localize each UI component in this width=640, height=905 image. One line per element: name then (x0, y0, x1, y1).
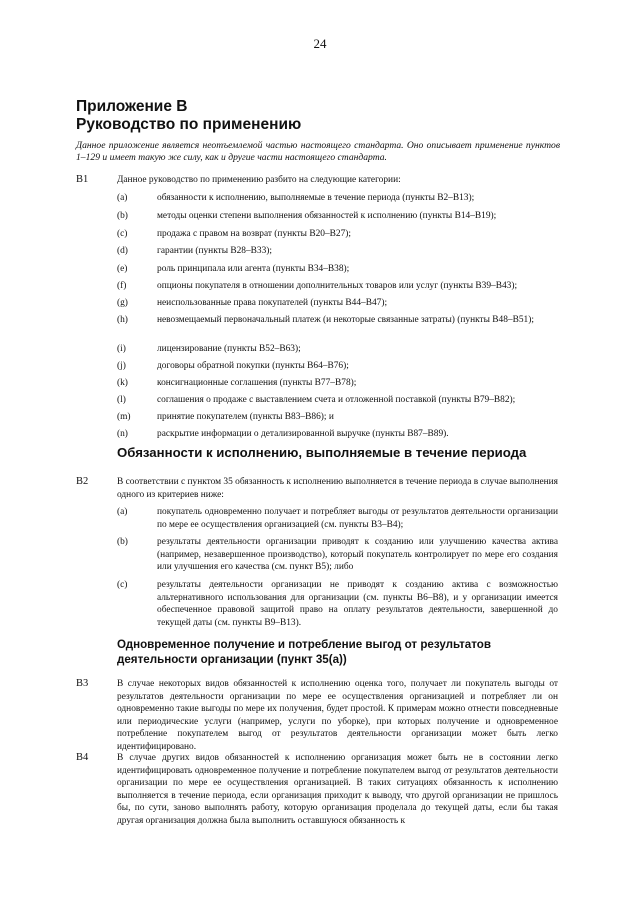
list-item-label: (c) (117, 580, 128, 590)
list-item-label: (k) (117, 378, 128, 388)
list-item-label: (f) (117, 281, 127, 291)
list-item-label: (d) (117, 246, 128, 256)
list-item-text: консигнационные соглашения (пункты B77–B78); (157, 378, 357, 388)
list-item-text: методы оценки степени выполнения обязанностей к исполнению (пункты B14–B19); (157, 211, 497, 221)
list-item-label: (l) (117, 395, 126, 405)
list-item-text: обязанности к исполнению, выполняемые в течение периода (пункты B2–B13); (157, 193, 475, 203)
list-item-label: (c) (117, 229, 128, 239)
list-item-text: соглашения о продаже с выставлением счета и отложенной поставкой (пункты B79–B82); (157, 395, 516, 405)
list-item-label: (a) (117, 507, 128, 517)
paragraph-number-b2: B2 (76, 476, 89, 487)
list-item-label: (j) (117, 361, 126, 371)
paragraph-number-b4: B4 (76, 752, 89, 763)
list-item-label: (i) (117, 344, 126, 354)
appendix-intro: Данное приложение является неотъемлемой частью настоящего стандарта. Оно описывает применение пунктов 1–129 и имеет такую же силу, как и другие части настоящего стандарта. (76, 140, 560, 163)
list-item-text: раскрытие информации о детализированной выручке (пункты B87–B89). (157, 429, 449, 439)
list-item-text: результаты деятельности организации не приводят к созданию актива с возможностью альтернативного использования для организации (см. пункты B6–B8), и у организации имеется обеспеченное правовой защитой право на оплату результатов деятельности, завершенной до текущей даты (см. пункты B9–B13). (157, 580, 558, 628)
list-item-text: гарантии (пункты B28–B33); (157, 246, 273, 256)
appendix-title-line1: Приложение В (76, 98, 188, 115)
list-item-text: принятие покупателем (пункты B83–B86); и (157, 412, 334, 422)
list-item-label: (n) (117, 429, 128, 439)
list-item-label: (b) (117, 537, 128, 547)
paragraph-b1-text: Данное руководство по применению разбито на следующие категории: (117, 175, 401, 185)
list-item-text: продажа с правом на возврат (пункты B20–B27); (157, 229, 351, 239)
section-heading: Обязанности к исполнению, выполняемые в течение периода (117, 445, 527, 460)
list-item-label: (e) (117, 264, 128, 274)
list-item-text: лицензирование (пункты B52–B63); (157, 344, 301, 354)
paragraph-number-b1: B1 (76, 174, 89, 185)
list-item-text: договоры обратной покупки (пункты B64–B76); (157, 361, 349, 371)
list-item-text: неиспользованные права покупателей (пункты B44–B47); (157, 298, 388, 308)
list-item-text: опционы покупателя в отношении дополнительных товаров или услуг (пункты B39–B43); (157, 281, 518, 291)
paragraph-b2-text: В соответствии с пунктом 35 обязанность к исполнению выполняется в течение периода в случае выполнения одного из критериев ниже: (117, 477, 558, 500)
list-item-text: невозмещаемый первоначальный платеж (и некоторые связанные затраты) (пункты B48–B51); (157, 315, 534, 325)
appendix-title (76, 98, 301, 134)
paragraph-number-b3: B3 (76, 678, 89, 689)
list-item-text: результаты деятельности организации приводят к созданию или улучшению качества актива (например, незавершенное производство), который покупатель контролирует по мере его создания или улучшения его качества (см. пункт B5); либо (157, 537, 558, 573)
paragraph-b4-text: В случае других видов обязанностей к исполнению организация может быть не в состоянии легко идентифицировать одновременное получение и потребление покупателем выгод от результатов деятельности организации по мере ее осуществления организацией. В таких ситуациях обязанность к исполнению выполняется в течение периода, если организация приходит к выводу, что другой организации не пришлось бы, по сути, заново выполнять работу, которую организация проделала до текущей даты, если бы такая другая организация должна была выполнить оставшуюся обязанность к (117, 753, 558, 826)
list-item-label: (g) (117, 298, 128, 308)
list-item-text: роль принципала или агента (пункты B34–B38); (157, 264, 350, 274)
list-item-label: (a) (117, 193, 128, 203)
list-item-text: покупатель одновременно получает и потребляет выгоды от результатов деятельности организации по мере ее осуществления организацией (см. пункты B3–B4); (157, 507, 558, 530)
paragraph-b3-text: В случае некоторых видов обязанностей к исполнению оценка того, получает ли покупатель выгоды от результатов деятельности организации по мере ее осуществления организацией и потребляет ли он одновременно такие выгоды по мере их получения, будет простой. К примерам можно отнести повседневные или периодические услуги (например, услуги по уборке), при которых получение и одновременное потребление покупателем выгод от результатов деятельности организации может быть легко идентифицировано. (117, 679, 558, 752)
list-item-label: (h) (117, 315, 128, 325)
appendix-title-line2: Руководство по применению (76, 116, 302, 133)
subheading: Одновременное получение и потребление выгод от результатов деятельности организации (пункт 35(a)) (117, 638, 491, 666)
list-item-label: (b) (117, 211, 128, 221)
list-item-label: (m) (117, 412, 131, 422)
page-number: 24 (313, 36, 327, 51)
